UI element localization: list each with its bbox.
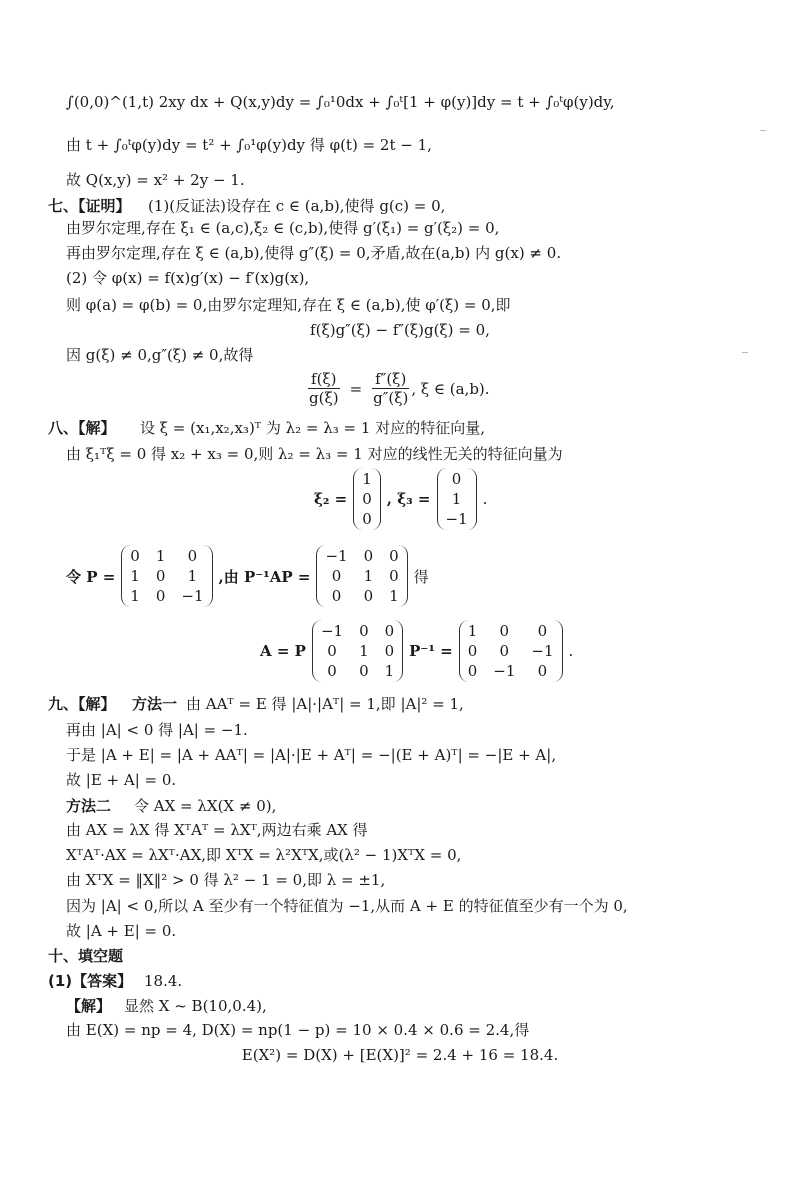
p-matrix-line: 令 P = 0 1 0 1 0 1 1 0 −1 ,由 P⁻¹AP = −1 0 0 0 1 0 0 0 1 得 — [66, 547, 429, 605]
section-9-heading: 九、【解】 — [48, 695, 116, 713]
fraction-right: $\frac{f''(\xi)}{g''(\xi)}$ — [373, 370, 409, 407]
s7-equation: f(ξ)g″(ξ) − f″(ξ)g(ξ) = 0, — [310, 321, 490, 339]
s7-line-5: 则 φ(a) = φ(b) = 0,由罗尔定理知,存在 ξ ∈ (a,b),使 φ′(ξ) = 0,即 — [66, 296, 511, 314]
s8-line-1: 设 ξ = (x₁,x₂,x₃)ᵀ 为 λ₂ = λ₃ = 1 对应的特征向量, — [140, 419, 485, 437]
answer-label: (1)【答案】 — [48, 972, 133, 990]
fraction-left: $\frac{f(\xi)}{g(\xi)}$ — [309, 370, 339, 407]
s7-line-4: (2) 令 φ(x) = f(x)g′(x) − f′(x)g(x), — [66, 269, 310, 287]
integral-line: ∫(0,0)^(1,t) 2xy dx + Q(x,y)dy = ∫₀¹0dx + ∫₀ᵗ[1 + φ(y)]dy = t + ∫₀ᵗφ(y)dy, — [66, 93, 615, 111]
answer-value: 18.4. — [144, 972, 183, 990]
s7-line-1: (1)(反证法)设存在 c ∈ (a,b),使得 g(c) = 0, — [148, 197, 446, 215]
section-10-heading: 十、填空题 — [48, 947, 124, 965]
p-matrix: 0 1 0 1 0 1 1 0 −1 — [121, 545, 212, 607]
s9-line-8: 由 XᵀX = ‖X‖² > 0 得 λ² − 1 = 0,即 λ = ±1, — [66, 871, 386, 889]
s7-line-2: 由罗尔定理,存在 ξ₁ ∈ (a,c),ξ₂ ∈ (c,b),使得 g′(ξ₁) = g′(ξ₂) = 0, — [66, 219, 500, 237]
q-result-line: 故 Q(x,y) = x² + 2y − 1. — [66, 171, 245, 189]
s9-line-10: 故 |A + E| = 0. — [66, 922, 177, 940]
xi2-vector: 1 0 0 — [353, 468, 381, 530]
scan-mark — [760, 130, 766, 131]
section-8-heading: 八、【解】 — [48, 419, 116, 437]
phi-line: 由 t + ∫₀ᵗφ(y)dy = t² + ∫₀¹φ(y)dy 得 φ(t) = 2t − 1, — [66, 136, 432, 154]
pap-matrix: −1 0 0 0 1 0 0 0 1 — [316, 545, 407, 607]
a-diagonal-matrix: −1 0 0 0 1 0 0 0 1 — [312, 620, 403, 682]
s9-line-6: 由 AX = λX 得 XᵀAᵀ = λXᵀ,两边右乘 AX 得 — [66, 821, 368, 839]
s9-line-7: XᵀAᵀ·AX = λXᵀ·AX,即 XᵀX = λ²XᵀX,或(λ² − 1)XᵀX = 0, — [66, 846, 462, 864]
fraction-equation: $\frac{f(\xi)}{g(\xi)}$ = $\frac{f''(\xi)}{g''(\xi)}$ , ξ ∈ (a,b). — [306, 370, 490, 407]
s8-line-2: 由 ξ₁ᵀξ = 0 得 x₂ + x₃ = 0,则 λ₂ = λ₃ = 1 对应的线性无关的特征向量为 — [66, 445, 563, 463]
s10-line-1: 显然 X ~ B(10,0.4), — [124, 997, 267, 1015]
section-7-heading: 七、【证明】 — [48, 197, 131, 215]
s9-line-2: 再由 |A| < 0 得 |A| = −1. — [66, 721, 248, 739]
eigenvectors: ξ₂ = 1 0 0 , ξ₃ = 0 1 −1 . — [314, 470, 488, 528]
a-result-matrix: 1 0 0 0 0 −1 0 −1 0 — [459, 620, 563, 682]
s7-line-3: 再由罗尔定理,存在 ξ ∈ (a,b),使得 g″(ξ) = 0,矛盾,故在(a,b) 内 g(x) ≠ 0. — [66, 244, 562, 262]
s9-line-3: 于是 |A + E| = |A + AAᵀ| = |A|·|E + Aᵀ| = −|(E + A)ᵀ| = −|E + A|, — [66, 746, 557, 764]
s9-line-4: 故 |E + A| = 0. — [66, 771, 177, 789]
a-matrix-line: A = P −1 0 0 0 1 0 0 0 1 P⁻¹ = 1 0 0 0 0 −1 0 −1 0 . — [260, 622, 574, 680]
s10-line-2: 由 E(X) = np = 4, D(X) = np(1 − p) = 10 × 0.4 × 0.6 = 2.4,得 — [66, 1021, 530, 1039]
scan-mark — [742, 352, 748, 353]
s9-line-1: 由 AAᵀ = E 得 |A|·|Aᵀ| = 1,即 |A|² = 1, — [186, 695, 464, 713]
method-1-label: 方法一 — [132, 695, 178, 713]
solution-label: 【解】 — [66, 997, 112, 1015]
s7-line-7: 因 g(ξ) ≠ 0,g″(ξ) ≠ 0,故得 — [66, 346, 254, 364]
xi3-vector: 0 1 −1 — [437, 468, 477, 530]
s9-line-5: 令 AX = λX(X ≠ 0), — [134, 797, 277, 815]
method-2-label: 方法二 — [66, 797, 112, 815]
s9-line-9: 因为 |A| < 0,所以 A 至少有一个特征值为 −1,从而 A + E 的特征值至少有一个为 0, — [66, 897, 628, 915]
s10-line-3: E(X²) = D(X) + [E(X)]² = 2.4 + 16 = 18.4. — [241, 1046, 559, 1064]
